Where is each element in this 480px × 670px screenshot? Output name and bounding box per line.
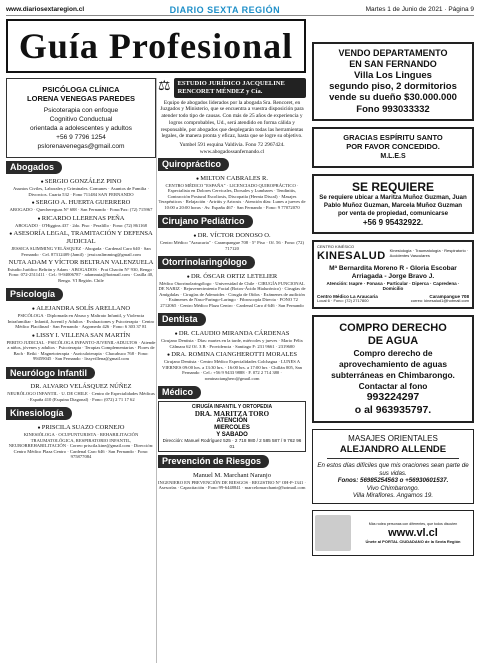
entry-detail: CENTRO MÉDICO "ESPAÑA" · LICENCIADO QUIROPRÁCTICO · Especialista en Dolores Cervicales, Dorsales y Lumbares · Tendinitis, Contracción Postural Escoliosis, Discopatía (Hernia Discal) · Masajes Terapéuticos · Relajación · Artritis y Artrosis · Atención días: Lunes a jueves de 10:00 a 20:00 horas · Av. España 467 · San Fernando · Fono: 9 77072070 [158, 182, 306, 210]
entry-detail: JESSICA SLIMMING VELÁSQUEZ · Abogada · Cardenal Caro 640 · San Fernando · Cel. 87312409 (Jamil) · jessicaslimming@gmail.com [11, 246, 151, 257]
entry-detail: Asuntos Civiles, Laborales y Criminales. Comunes · Asuntos de Familia · Divorcios. Cuarta 532 · Fono 711484 SAN FERNANDO [12, 186, 149, 197]
section-kinesiologia: Kinesiología [6, 407, 72, 420]
section-medico: Médico [158, 386, 201, 399]
masajes-l2: ALEJANDRO ALLENDE [339, 443, 447, 455]
venta-l2: EN SAN FERNANDO [349, 58, 437, 69]
entry-name: Manuel M. Marchant Naranjo [193, 472, 271, 480]
entry-detail: Centro Médico "Araucaria" · Carampangue 708 · 5° Piso · Of. 56 · Fono: (72) 717120 [159, 240, 304, 251]
vl-url[interactable]: www.vl.cl [388, 526, 438, 539]
masajes-l6: Villa Miraflores. Angamos 19. [352, 491, 434, 499]
entry-detail: NEURÓLOGO INFANTIL · U. DE CHILE · Centro de Especialidades Médicas · España 410 (Esquina Diagonal) · Fono: (072) 2 71 17 62 [7, 391, 155, 402]
entry-name: ● SERGIO GONZÁLEZ PINO [6, 178, 156, 186]
entry-detail: ABOGADO · O'Higgins 437 · 2do. Piso · Peralillo · Fono: (72) 861168 [15, 222, 147, 228]
entry-name: ● MILTON CABRALES R. [158, 175, 306, 183]
gracias-l2: POR FAVOR CONCEDIDO. [346, 142, 440, 152]
entry-name: ● DR. VÍCTOR DONOSO O. [158, 232, 306, 240]
entry-name: ● SERGIO A. HUERTA GUERRERO [6, 199, 156, 207]
psico-body: Psicoterapia con enfoque Cognitivo Conductual orientada a adolescentes y adultos +56 9 7796 1254 pslorenavenegas@gmail.com [30, 107, 132, 150]
medico-specialty: CIRUGÍA INFANTIL Y ORTOPEDIA [191, 404, 273, 411]
estudio-header [158, 78, 306, 98]
venta-l3: Villa Los Lingues [354, 69, 432, 81]
city-photo [315, 515, 351, 551]
kinesalud-tag: Kinesiología · Traumatología · Respiratorio · Accidentes Vasculares [389, 247, 469, 258]
gracias-l3: M.L.E.S [380, 153, 406, 161]
kinesalud-name: Mª Bernardita Moreno R - Gloria Escobar Arriagada - Jorge Bravo J. [329, 264, 457, 280]
vl-l3: Únete al PORTAL CIUDADANO de la Sexta Región [365, 538, 461, 544]
entry-name: ● DRA. ROMINA CIANGHEROTTI MORALES [158, 351, 306, 359]
venta-l5: vende su dueño $30.000.000 [329, 92, 457, 104]
section-dentista: Dentista [158, 313, 206, 326]
requiere-title: SE REQUIERE [351, 179, 435, 194]
kinesalud-sub: CENTRO KINÉSICO [317, 243, 355, 249]
masajes-l1: MASAJES ORIENTALES [348, 434, 438, 444]
issue-date: Martes 1 de Junio de 2021 · Página 9 [365, 6, 474, 13]
agua-l2: DE AGUA [367, 335, 419, 347]
kinesalud-ad [312, 240, 474, 309]
banner-title: Guía Profesional [18, 26, 294, 66]
entry-name: ● ASESORÍA LEGAL, TRAMITACIÓN Y DEFENSA JUDICIAL [6, 230, 156, 246]
kinesalud-centro2: Carampangue 708 [429, 293, 469, 299]
estudio-body: Equipo de abogados liderados por la abogada Sra. Rencoret, en Juzgados y Ministerio, que se encuentra a vuestra disposición para atender todo tipo de causas. Con más de 25 años de experiencia y logros comprobables, Ud., será atendido en forma cálida y responsable, por abogados que desplegarán todas las herramientas legales, de manera pronta y eficaz, hasta que se logre su objetivo. [160, 99, 304, 140]
column-middle [158, 78, 306, 663]
entry-name: NUTA ADAM Y VÍCTOR BELTRAN VALENZUELA [8, 259, 154, 267]
paper-name: DIARIO SEXTA REGIÓN [169, 4, 281, 15]
entry-detail: PSICÓLOGA · Diplomada en Abuso y Maltrato Infantil, y Violencia Intrafamiliar · Infantil, Juvenil y Adultos · Evaluaciones y Psicoterapia · Centro Médico Placilinad · San Fernando · Argomedo 426 · Fono: 6 303 37 81 [7, 313, 155, 330]
psico-ad [6, 78, 156, 158]
medico-ad [158, 401, 306, 452]
kinesalud-centro: Centro Médico La Araucaria [317, 293, 378, 299]
venta-ad [312, 42, 474, 121]
section-neurologo: Neurólogo Infantil [6, 367, 95, 380]
estudio-address: Yumbel 591 esquina Valdivia. Fono 72 2967424. www.abogadossanfernando.cl [179, 142, 285, 155]
section-riesgos: Prevención de Riesgos [158, 455, 269, 468]
agua-ad [312, 315, 474, 423]
requiere-phone: +56 9 95432922. [362, 218, 424, 228]
abogados-list [6, 178, 156, 283]
medico-atencion: ATENCIÓN MIERCOLES Y SABADO [214, 418, 250, 438]
masajes-l5: Vivo Chimbarongo. [366, 484, 420, 492]
estudio-title: ESTUDIO JURÍDICO JACQUELINE RENCORET MÉNDEZ y Cía. [174, 78, 306, 98]
entry-detail: Estudio Jurídico Beltrán y Adam · ABOGADOS · Prat Chacón N° 930, Rengo · Fono: 072-2511411 · Cel.: 9-94006787 · adamnuta@hotmail.com · Casilla 40, Rengo. VI Región. Chile [7, 266, 155, 283]
medico-direccion: Dirección: Manuel Rodríguez 525 · 2 718 980 / 2 585 587 / 9 762 96 01 [162, 438, 302, 449]
entry-detail: ABOGADO · Quechereguas N° 688 · San Fernando · Fono/Fax: (72) 715967 [9, 207, 153, 213]
entry-name: ● LISSY I. VILLENA SAN MARTÍN [6, 332, 156, 340]
entry-detail: Cirujano Dentista · Centro Médico Especialidades Colchagua · LUNES A VIERNES 09:00 hrs. a 13:30 hrs. · 16:00 hrs. a 17:00 hrs · Chillán 005, San Fernando · Cel.: +56 9 9433 9888 · F. 072 2 714 380 · rominacianghero@gmail.com [162, 359, 302, 381]
masajes-l4: Fonos: 56985254563 o +56930601537. [337, 477, 449, 485]
entry-detail: Médico Otorrinolaringólogo · Universidad de Chile · CIRUGÍA FUNCIONAL DE NARIZ · Rejuvenecimiento Facial (Botox-Ácido Hialurónico) · Cirugías de Amígdalas · Cirugías de Adenoides · Cirugía de Oídos · Exámenes de audición · Exámenes de Naso-Faringo-Laringo · Fibroscopía Directa · FONO 72 2712065 · Centro Médico Plaza Centro · Cardenal Caro # 646 · San Fernando [158, 280, 306, 308]
agua-l6: o al 963935797. [354, 403, 432, 416]
entry-name: ● RICARDO LLERENAS PEÑA [6, 215, 156, 223]
section-otorrino: Otorrinolaringólogo [158, 256, 255, 269]
section-quiropractico: Quiropráctico [158, 158, 229, 171]
entry-detail: INGENIERO EN PREVENCIÓN DE RIESGOS · REGISTRO N° OH-P-1341 · Asesorías · Capacitación · Fono 99-6448841 · marcelomarchantr@hotmail.com [158, 479, 306, 491]
entry-detail: KINESIÓLOGA · OCUPUNTURISTA · REHABILITACIÓN TRAUMATOLÓGICA, RESPIRATORIO INFANTIL, NEURORREHABILITACIÓN · Correo priscila.kine@gmail.com · Dirección: Centro Médico Plaza Centro · Cardenal Caro 646 · San Fernando · Fono: 975877084 [8, 432, 154, 460]
agua-l1: COMPRO DERECHO [339, 321, 447, 334]
section-cirujano-pediatrico: Cirujano Pediátrico [158, 215, 253, 228]
venta-l4: segundo piso, 2 dormitorios [329, 80, 457, 92]
agua-l4: Contactar al fono [358, 380, 428, 391]
kinesalud-local: Local 6 · Fono: (72) 2717800 [317, 298, 369, 304]
entry-name: DR. ALVARO VELÁSQUEZ NÚÑEZ [30, 383, 132, 391]
section-psicologia: Psicología [6, 288, 63, 301]
entry-name: ● PRISCILA SUAZO CORNEJO [6, 424, 156, 432]
masajes-l3: En estos días difíciles que mis oraciones sean parte de sus vidas. [317, 462, 469, 477]
entry-detail: Cirujano Dentista · Días: martes en la tarde, miércoles y jueves · Mario Félix Cálmara 62 Of. 3 B · Providencia · Santiago F: 231 9661 · 2319600 [161, 338, 303, 349]
gracias-ad [312, 127, 474, 167]
kinesalud-mail: correo: kinesalud1@hotmail.com [410, 298, 469, 304]
entry-name: ● DR. ÓSCAR ORTIZ LETELIER [158, 273, 306, 281]
agua-l3: Compro derecho de aprovechamiento de aguas subterráneas en Chimbarongo. [331, 348, 455, 381]
column-right [312, 42, 474, 667]
medico-name: DRA. MARITZA TORO [194, 410, 270, 419]
entry-name: ● ALEJANDRA SOLÍS ARELLANO [6, 305, 156, 313]
venta-l6: Fono 993033332 [356, 103, 430, 115]
gracias-l1: GRACIAS ESPÍRITU SANTO [343, 133, 443, 143]
psico-title: PSICÓLOGA CLÍNICA LORENA VENEGAS PAREDES [27, 85, 135, 103]
masajes-ad [312, 429, 474, 504]
column-left [6, 78, 156, 663]
entry-detail: PERITO JUDICIAL · PSICÓLOGA INFANTO-JUVENIL-ADULTOS · Atiende a niños, jóvenes y adultos · Psicoterapia · Terapias Complementarias · Flores de Bach · Reiki · Magnetoterapia · Auriculoterapia · Chacabuco 768 · Fono: 99459045 · San Fernando · lissyvillena@gmail.com [6, 339, 156, 362]
agua-l5: 993224297 [366, 391, 420, 404]
guide-banner [6, 19, 306, 73]
top-bar [6, 4, 474, 16]
scales-icon: ⚖ [158, 79, 171, 95]
venta-l1: VENDO DEPARTAMENTO [338, 48, 448, 58]
masajes-divider [327, 458, 459, 459]
kinesalud-atencion: Atención: Isapre · Fonasa · Particular · Diperca · Capredena · Domicilio [326, 280, 460, 292]
requiere-ad [312, 174, 474, 234]
section-abogados: Abogados [6, 161, 62, 174]
kinesalud-brand: KINESALUD [317, 249, 386, 262]
site-url[interactable]: www.diariosextaregion.cl [6, 6, 85, 13]
requiere-body: Se requiere ubicar a Maritza Muñoz Guzman, Juan Pablo Muñoz Guzman, Marcela Muñoz Guzman por venta de propiedad, comunicarse [319, 193, 467, 218]
vl-l1: Más rodea personas con diferentes, que todos discuten [368, 522, 458, 527]
vl-ad [312, 510, 474, 556]
column-divider [156, 78, 157, 663]
entry-name: ● DR. CLAUDIO MIRANDA CÁRDENAS [158, 330, 306, 338]
